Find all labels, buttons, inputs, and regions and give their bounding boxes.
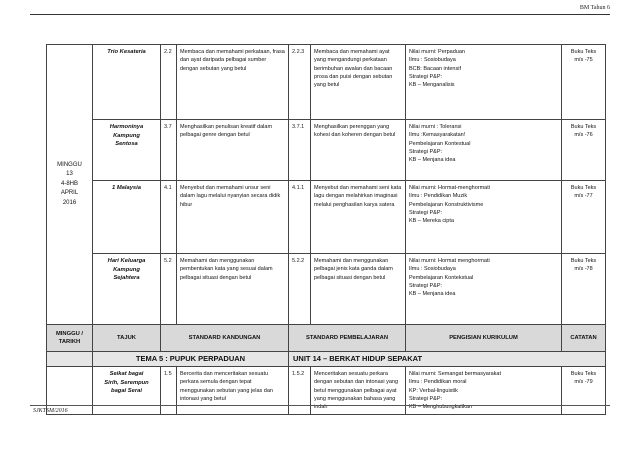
sk-code-cell: 5.2 bbox=[161, 254, 177, 325]
sp-code-cell: 1.5.2 bbox=[289, 367, 311, 415]
theme-blank-cell bbox=[47, 352, 93, 367]
sk-code-cell: 1.5 bbox=[161, 367, 177, 415]
sk-text-cell: Menyebut dan memahami unsur seni dalam lagu melalui nyanyian secara didik hibur bbox=[177, 181, 289, 254]
sk-code-cell: 4.1 bbox=[161, 181, 177, 254]
page-header: BM Tahun 6 bbox=[579, 5, 610, 11]
header-tajuk: TAJUK bbox=[93, 325, 161, 352]
sp-code-cell: 4.1.1 bbox=[289, 181, 311, 254]
tajuk-cell: Hari Keluarga Kampung Sejahtera bbox=[93, 254, 161, 325]
sk-text-cell: Membaca dan memahami perkataan, frasa dan ayat daripada pelbagai sumber dengan sebutan yang betul bbox=[177, 45, 289, 120]
week-date-cell: MINGGU 13 4-8HB APRIL 2016 bbox=[47, 45, 93, 325]
table-row bbox=[47, 254, 606, 325]
catatan-cell: Buku Teks m/s -77 bbox=[562, 181, 606, 254]
tajuk-cell: Trio Kesateria bbox=[93, 45, 161, 120]
theme-row bbox=[47, 352, 606, 367]
table-row bbox=[47, 181, 606, 254]
sk-text-cell: Bercerita dan menceritakan sesuatu perkara semula dengan tepat menggunakan sebutan yang jelas dan intonasi yang betul bbox=[177, 367, 289, 415]
sk-code-cell: 2.2 bbox=[161, 45, 177, 120]
header-pengisian-kurikulum: PENGISIAN KURIKULUM bbox=[406, 325, 562, 352]
sk-text-cell: Memahami dan menggunakan pembentukan kata yang sesuai dalam pelbagai situasi dengan betul bbox=[177, 254, 289, 325]
header-standard-pembelajaran: STANDARD PEMBELAJARAN bbox=[289, 325, 406, 352]
lesson-plan-table bbox=[46, 44, 606, 415]
table-row bbox=[47, 45, 606, 120]
sp-code-cell: 5.2.2 bbox=[289, 254, 311, 325]
sp-text-cell: Menghasilkan perenggan yang kohesi dan koheren dengan betul bbox=[311, 120, 406, 181]
sp-text-cell: Memahami dan menggunakan pelbagai jenis kata ganda dalam pelbagai situasi dengan betul bbox=[311, 254, 406, 325]
sp-text-cell: Menyebut dan memahami seni kata lagu dengan melahirkan imaginasi melalui penghasilan karya satera bbox=[311, 181, 406, 254]
sk-text-cell: Menghasilkan penulisan kreatif dalam pelbagai genre dengan betul bbox=[177, 120, 289, 181]
header-rule bbox=[30, 14, 610, 15]
column-header-row bbox=[47, 325, 606, 352]
pengisian-cell: Nilai murni : Toleransi Ilmu :Kemasyarakatan! Pembelajaran Kontestual Strategi P&P: KB – Menjana idea bbox=[406, 120, 562, 181]
tajuk-cell: Seikat bagai Sirih, Serempun bagai Serai bbox=[93, 367, 161, 415]
sp-code-cell: 3.7.1 bbox=[289, 120, 311, 181]
table-row bbox=[47, 120, 606, 181]
catatan-cell: Buku Teks m/s -75 bbox=[562, 45, 606, 120]
header-catatan: CATATAN bbox=[562, 325, 606, 352]
tajuk-cell: Harmoninya Kampung Sentosa bbox=[93, 120, 161, 181]
sp-text-cell: Membaca dan memahami ayat yang mengandungi perkataan berimbuhan awalan dan bacaan prosa dan puisi dengan sebutan yang betul bbox=[311, 45, 406, 120]
pengisian-cell: Nilai murni: Semangat bermasyarakat Ilmu : Pendidikan moral KP: Verbal-linguistik Strategi P&P: KB – Menghubungkaitkan bbox=[406, 367, 562, 415]
catatan-cell: Buku Teks m/s -76 bbox=[562, 120, 606, 181]
unit-title: UNIT 14 – BERKAT HIDUP SEPAKAT bbox=[289, 352, 606, 367]
catatan-cell: Buku Teks m/s -78 bbox=[562, 254, 606, 325]
sk-code-cell: 3.7 bbox=[161, 120, 177, 181]
pengisian-cell: Nilai murni: Hormat-menghormati Ilmu : Pendidikan Muzik Pembelajaran Konstruktivisme Strategi P&P: KB – Mereka cipta bbox=[406, 181, 562, 254]
pengisian-cell: Nilai murni: Hormat menghormati Ilmu : Sosiobudaya Pembelajaran Kontekstual Strategi P&P: KB – Menjana idea bbox=[406, 254, 562, 325]
tajuk-cell: 1 Malaysia bbox=[93, 181, 161, 254]
theme-title: TEMA 5 : PUPUK PERPADUAN bbox=[93, 352, 289, 367]
footer-rule bbox=[30, 405, 610, 406]
page-footer: SJKTSM/2016 bbox=[33, 408, 68, 414]
sp-text-cell: Menceritakan sesuatu perkara dengan sebutan dan intonasi yang betul menggunakan pelbagai ayat yang menggunakan bahasa yang indah bbox=[311, 367, 406, 415]
table-row bbox=[47, 367, 606, 415]
header-standard-kandungan: STANDARD KANDUNGAN bbox=[161, 325, 289, 352]
pengisian-cell: Nilai murni: Perpaduan Ilmu : Sosiobudaya BCB: Bacaan intensif Strategi P&P: KB – Menganalisis bbox=[406, 45, 562, 120]
sp-code-cell: 2.2.3 bbox=[289, 45, 311, 120]
header-minggu-tarikh: MINGGU / TARIKH bbox=[47, 325, 93, 352]
catatan-cell: Buku Teks m/s -79 bbox=[562, 367, 606, 415]
